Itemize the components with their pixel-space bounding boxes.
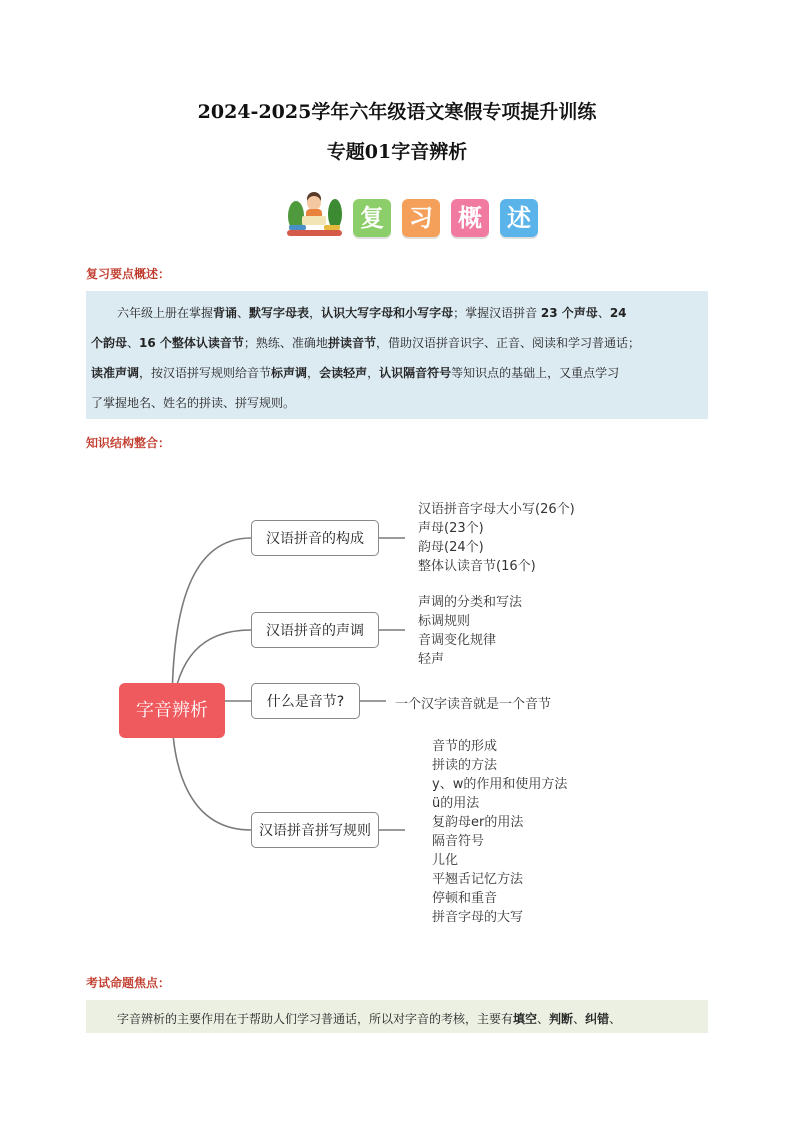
mindmap-leaf: ü的用法 [432, 796, 480, 811]
emphasis-text: 纠错 [585, 1012, 610, 1026]
body-text: ， [307, 366, 320, 380]
exam-line [117, 1010, 702, 1027]
body-text: 、 [537, 1012, 550, 1026]
mindmap-branch-syllable: 什么是音节? [251, 683, 360, 719]
mindmap-leaf: 一个汉字读音就是一个音节 [395, 697, 552, 712]
mindmap-root: 字音辨析 [119, 683, 225, 738]
page-subtitle: 专题01字音辨析 [326, 141, 468, 163]
mindmap-leaf: 隔音符号 [432, 834, 485, 849]
emphasis-text: 背诵 [213, 306, 238, 320]
body-text: ， [367, 366, 380, 380]
body-text: 等知识点的基础上，又重点学习 [451, 366, 620, 380]
exam-section-label: 考试命题焦点： [86, 976, 171, 990]
exam-focus-box [86, 1000, 708, 1033]
mindmap-leaf: 音调变化规律 [418, 633, 497, 648]
body-text: 了掌握地名、姓名的拼读、拼写规则。 [91, 396, 296, 410]
mindmap-leaf: 声母(23个) [418, 521, 484, 536]
page-title: 2024-2025学年六年级语文寒假专项提升训练 [197, 101, 597, 123]
mindmap-branch-composition: 汉语拼音的构成 [251, 520, 379, 556]
body-text: 、 [127, 336, 140, 350]
mindmap-leaf: 音节的形成 [432, 739, 498, 754]
emphasis-text: 会读轻声 [319, 366, 368, 380]
mindmap-leaf: 标调规则 [418, 614, 471, 629]
mindmap-leaf: 儿化 [432, 853, 459, 868]
mindmap-leaf: y、w的作用和使用方法 [432, 777, 568, 792]
emphasis-text: 23 个声母 [540, 306, 598, 320]
emphasis-text: 拼读音节 [327, 336, 376, 350]
mindmap-leaf: 平翘舌记忆方法 [432, 872, 524, 887]
mindmap-leaf: 拼读的方法 [432, 758, 498, 773]
body-text: ，按汉语拼写规则给音节 [139, 366, 272, 380]
emphasis-text: 读准声调 [91, 366, 140, 380]
mindmap-leaf: 轻声 [418, 652, 445, 667]
body-text: ；掌握汉语拼音 [453, 306, 541, 320]
mindmap-branch-spelling-rules: 汉语拼音拼写规则 [251, 812, 379, 848]
emphasis-text: 判断 [549, 1012, 574, 1026]
mindmap-leaf: 停顿和重音 [432, 891, 498, 906]
body-text: 、 [237, 306, 250, 320]
banner-tile-4: 述 [500, 199, 538, 237]
body-text: ；熟练、准确地 [243, 336, 328, 350]
emphasis-text: 16 个整体认读音节 [139, 336, 244, 350]
emphasis-text: 认识隔音符号 [379, 366, 452, 380]
mindmap-leaf: 整体认读音节(16个) [418, 559, 536, 574]
structure-section-label: 知识结构整合： [86, 436, 171, 450]
emphasis-text: 24 [609, 306, 627, 320]
body-text: 六年级上册在掌握 [117, 306, 214, 320]
mindmap-leaf: 汉语拼音字母大小写(26个) [418, 502, 575, 517]
emphasis-text: 填空 [513, 1012, 538, 1026]
banner-tile-1: 复 [353, 199, 391, 237]
body-text: 、 [573, 1012, 586, 1026]
body-text: 、 [609, 1012, 622, 1026]
mindmap-branch-tones: 汉语拼音的声调 [251, 612, 379, 648]
mindmap-leaf: 韵母(24个) [418, 540, 484, 555]
banner-tile-3: 概 [451, 199, 489, 237]
emphasis-text: 认识大写字母和小写字母 [321, 306, 454, 320]
mindmap-leaf: 复韵母er的用法 [432, 815, 524, 830]
emphasis-text: 默写字母表 [249, 306, 310, 320]
body-text: 、 [597, 306, 610, 320]
body-text: ， [309, 306, 322, 320]
body-text: 字音辨析的主要作用在于帮助人们学习普通话，所以对字音的考核，主要有 [117, 1012, 514, 1026]
banner-tile-2: 习 [402, 199, 440, 237]
body-text: ，借助汉语拼音识字、正音、阅读和学习普通话； [375, 336, 640, 350]
mindmap-leaf: 拼音字母的大写 [432, 910, 524, 925]
review-section-label: 复习要点概述： [86, 267, 171, 281]
mindmap-leaf: 声调的分类和写法 [418, 595, 523, 610]
emphasis-text: 个韵母 [91, 336, 128, 350]
emphasis-text: 标声调 [271, 366, 308, 380]
